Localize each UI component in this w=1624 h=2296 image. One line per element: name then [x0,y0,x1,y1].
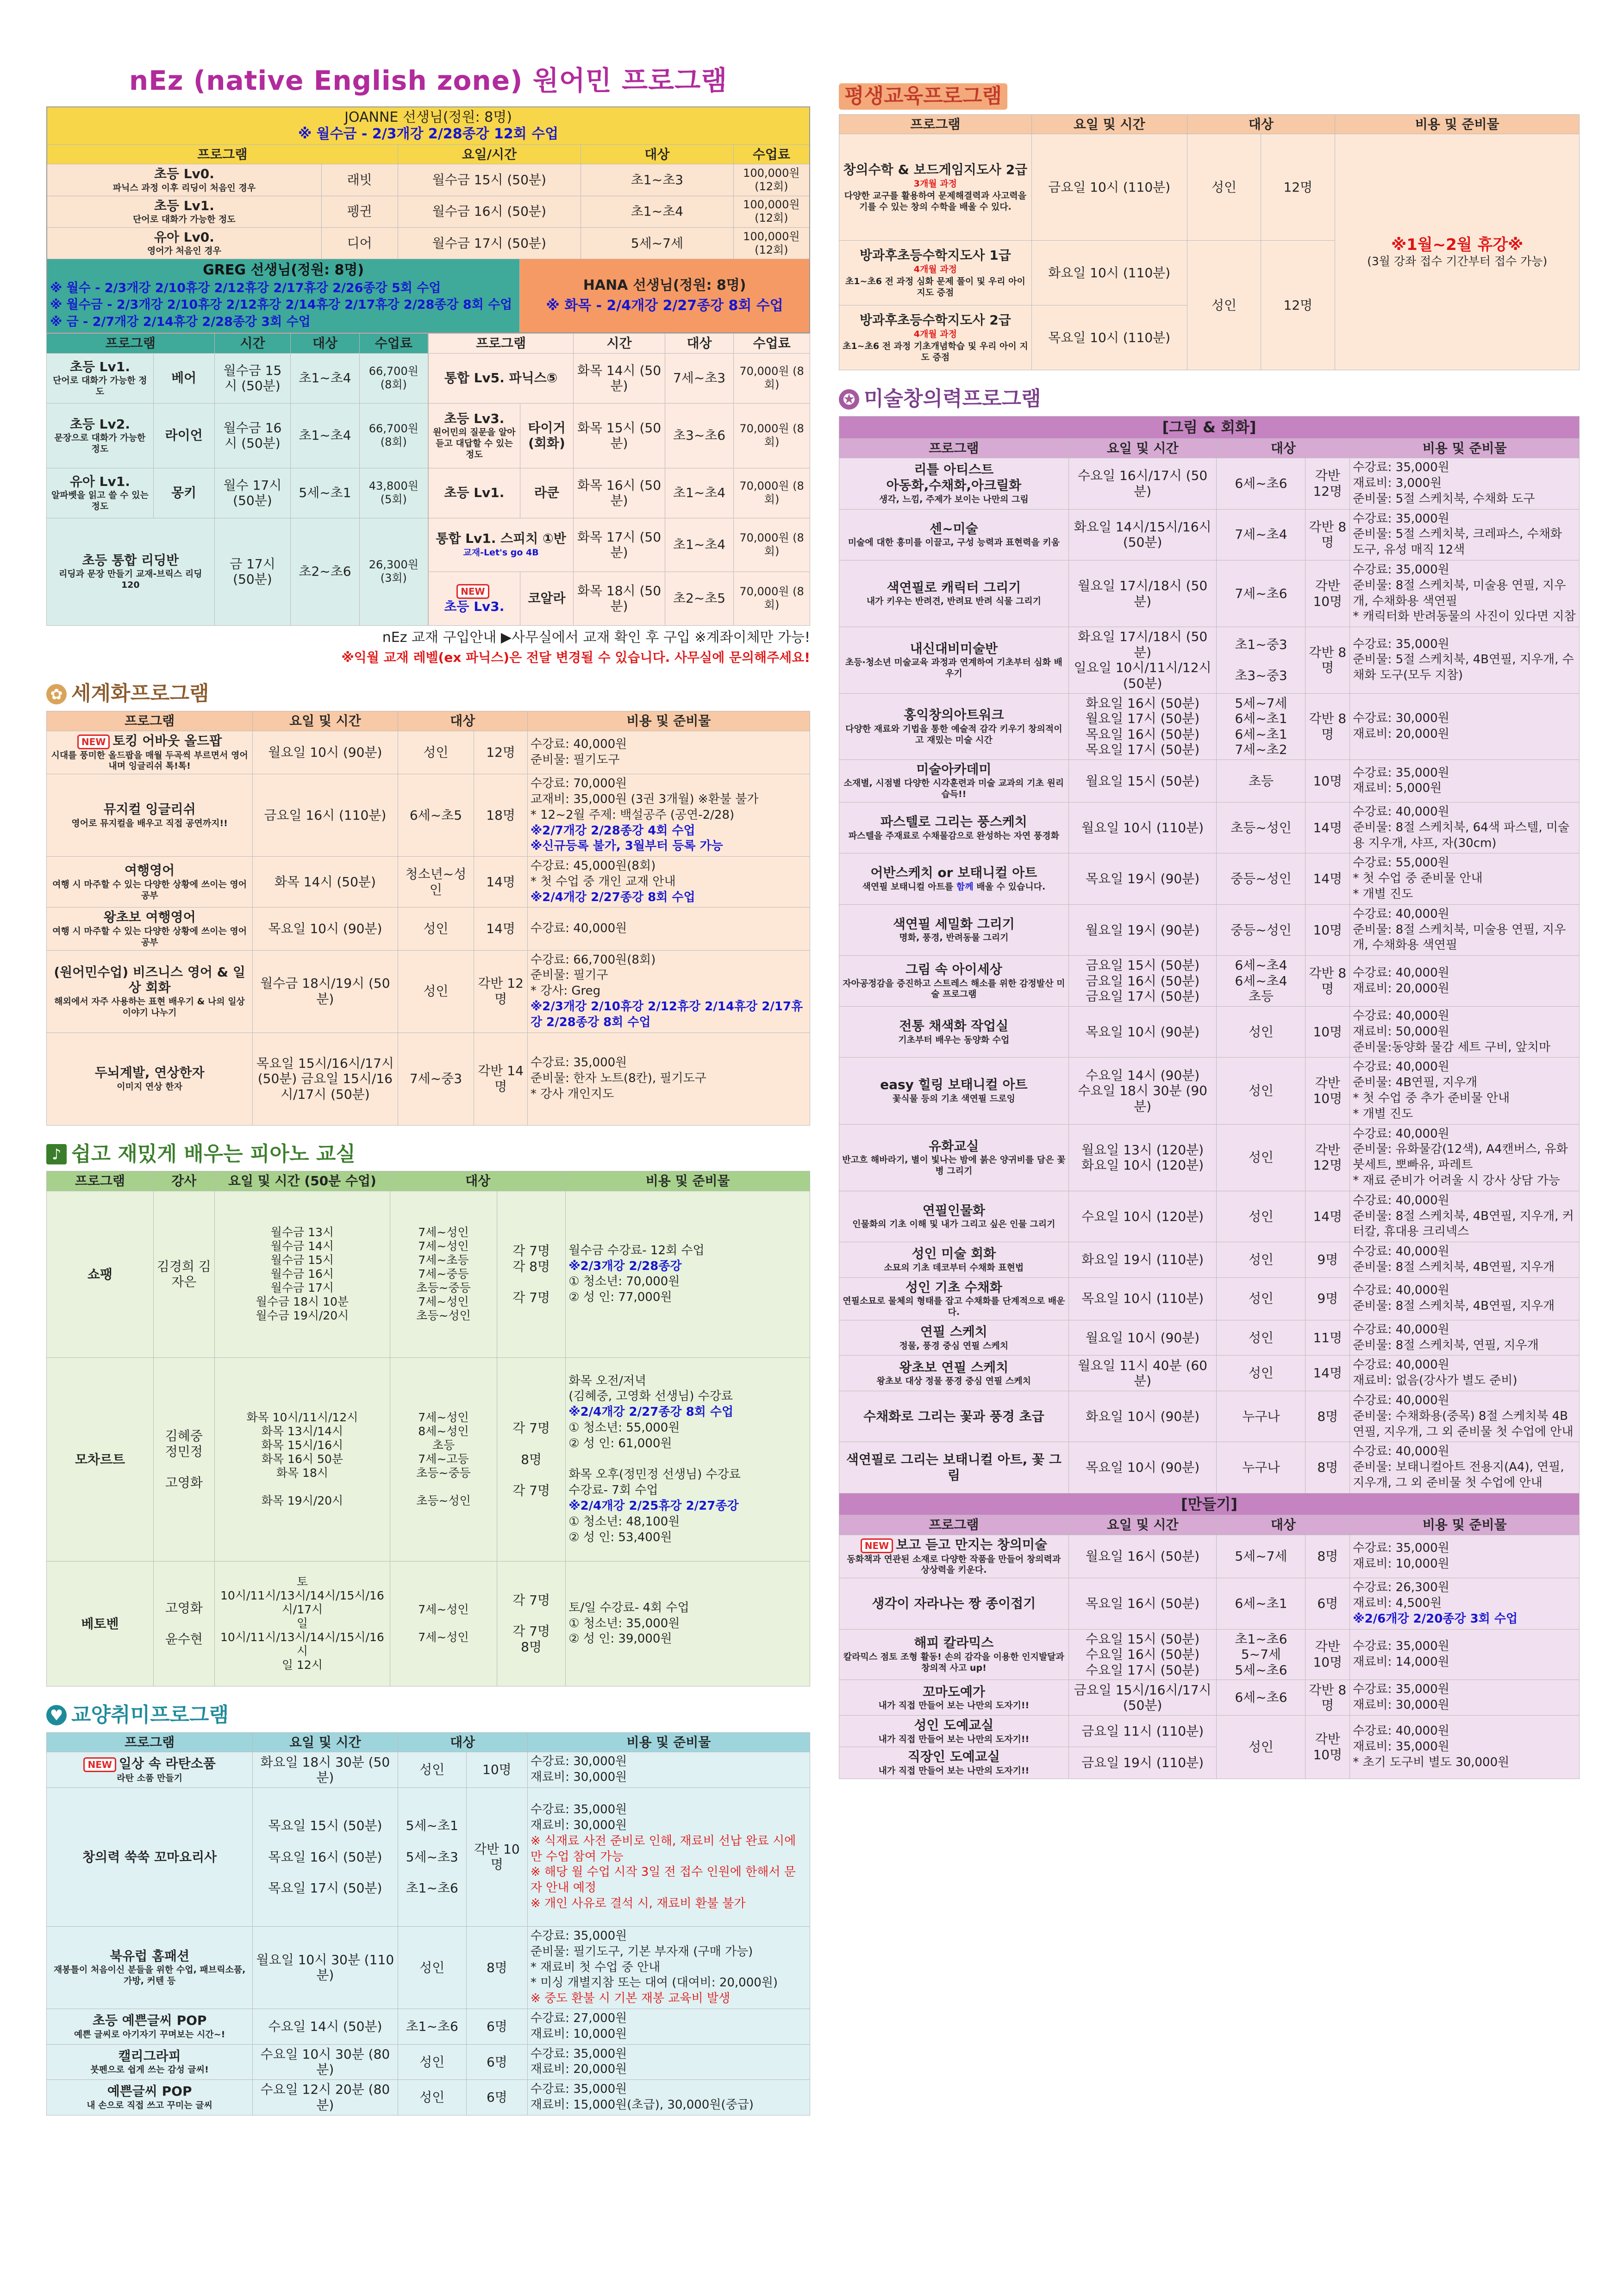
table-row: 통합 Lv5. 파닉스⑤ 화목 14시 (50분) 7세~초3 70,000원 (8회) [429,353,810,403]
table-row: NEW 토킹 어바웃 올드팝 시대를 풍미한 올드팝을 매월 두곡씩 부르면서 영어내며 잉글리쉬 톡!톡! 월요일 10시 (90분) 성인 12명 수강료: 40,000원 준비물: 필기도구 [47,731,810,774]
col-fee: 수업료 [733,144,810,164]
nez-table [46,106,810,333]
table-row: 방과후초등수학지도사 2급 4개월 과정 초1~초6 전 과정 기초개념학습 및 우리 아이 지도 증점 목요일 10시 (110분) [839,305,1580,370]
lifelong-heading: 평생교육프로그램 [839,83,1580,110]
table-row: 초등 Lv2. 문장으로 대화가 가능한 정도 라이언 월수금 16시 (50분) 초1~초4 66,700원 (8회) [47,403,428,468]
table-row: 통합 Lv1. 스피치 ①반 교재-Let's go 4B 화목 17시 (50분) 초1~초4 70,000원 (8회) [429,518,810,572]
greg-note-3: ※ 금 - 2/7개강 2/14휴강 2/28종강 3회 수업 [50,314,311,329]
piano-table: 프로그램 강사 요일 및 시간 (50분 수업) 대상 비용 및 준비물 쇼팽 김경희 김자은 월수금 13시 월수금 14시 월수금 15시 월수금 16시 월수금 17시 월수금 18시 10분 월수금 19시/20시 7세~성인 7세~성인 7세~초등 7세~중등 초등~중등 7세~성인 초등~성인 각 7명 각 8명 각 7명 월수금 수강료- 12회 수업 ※2/3개강 2/28종강 ① 청소년: 70,000원 ② 성 인: 77,000원 모차르트 김혜중 정민정 고영화 화목 10시/11시/12시 화목 13시/14시 화목 15시/16시 화목 16시 50분 화목 18시 화목 19시/20시 7세~성인 8세~성인 초등 7세~고등 초등~중등 초등~성인 각 7명 8명 각 7명 화목 오전/저녁 (김혜중, 고영화 선생님) 수강료 ※2/4개강 2/27종강 8회 수업 ① 청소년: 55,000원 ② 성 인: 61,000원 화목 오후(정민정 선생님) 수강료 수강료- 7회 수업 ※2/4개강 2/25휴강 2/27종강 ① 청소년: 48,100원 ② 성 인: 53,400원 베토벤 고영화 윤수현 토 10시/11시/13시/14시/15시/16시/17시 일 10시/11시/13시/14시/15시/16시 일 12시 7세~성인 7세~성인 각 7명 각 7명 8명 토/일 수강료- 4회 수업 ① 청소년: 35,000원 ② 성 인: 39,000원 [46,1171,810,1686]
hana-heading: HANA 선생님(정원: 8명) [583,277,746,294]
greg-table: 프로그램 시간 대상 수업료 초등 Lv1. 단어로 대화가 가능한 정도 베어 월수금 15시 (50분) 초1~초4 66,700원 (8회) 초등 Lv2. 문장으로 대화가 가능한 정도 라이언 월수금 16시 (50분) 초1~초4 66,700원 (8회) 유아 Lv1. 알파벳을 읽고 쓸 수 있는 정도 몽키 월수 17시 (50분) 5세~초1 43,800원 (5회) 초등 통합 리딩반 리딩과 문장 만들기 교재-브릭스 리딩 120 금 17시 (50분) 초2~초6 26,300원 (3회) [46,333,428,626]
hana-table: 프로그램 시간 대상 수업료 통합 Lv5. 파닉스⑤ 화목 14시 (50분) 7세~초3 70,000원 (8회) 초등 Lv3. 원어민의 질문을 알아듣고 대답할 수 있는 정도 타이거 (회화) 화목 15시 (50분) 초3~초6 70,000원 (8회) 초등 Lv1. 라쿤 화목 16시 (50분) 초1~초4 70,000원 (8회) 통합 Lv1. 스피치 ①반 교재-Let's go 4B 화목 17시 (50분) 초1~초4 70,000원 (8회) NEW 초등 Lv3. 코알라 화목 18시 (50분) 초2~초5 70,000원 (8회) [428,333,810,626]
heart-icon: ♥ [46,1705,67,1725]
table-row: 초등 Lv3. 원어민의 질문을 알아듣고 대답할 수 있는 정도 타이거 (회화) 화목 15시 (50분) 초3~초6 70,000원 (8회) [429,403,810,468]
table-row: 초등 통합 리딩반 리딩과 문장 만들기 교재-브릭스 리딩 120 금 17시 (50분) 초2~초6 26,300원 (3회) [47,518,428,625]
palette-icon: ✪ [839,389,859,410]
left-column [46,65,810,2116]
art-heading: ✪ 미술창의력프로그램 [839,387,1580,411]
piano-heading: ♪ 쉽고 재밌게 배우는 피아노 교실 [46,1142,810,1167]
table-row: 초등 Lv1. 단어로 대화가 가능한 정도 베어 월수금 15시 (50분) 초1~초4 66,700원 (8회) [47,353,428,403]
col-program: 프로그램 [47,144,398,164]
greg-note-2: ※ 월수금 - 2/3개강 2/10휴강 2/12휴강 2/14휴강 2/17휴강 2/28종강 8회 수업 [50,298,512,312]
col-target: 대상 [581,144,734,164]
hobby-heading: ♥ 교양취미프로그램 [46,1703,810,1728]
greg-heading: GREG 선생님(정원: 8명) [203,262,364,279]
hobby-table: 프로그램 요일 및 시간 대상 비용 및 준비물 NEW 일상 속 라탄소품 라탄 소품 만들기 화요일 18시 30분 (50분) 성인 10명 수강료: 30,000원 재료비: 30,000원 창의력 쑥쑥 꼬마요리사 목요일 15시 (50분) 목요일 16시 (50분) 목요일 17시 (50분) 5세~초1 5세~초3 초1~초6 각반 10명 수강료: 35,000원 재료비: 30,000원 ※ 식재료 사전 준비로 인해, 재료비 선납 완료 시에만 수업 참여 가능 ※ 해당 월 수업 시작 3일 전 접수 인원에 한해서 문자 안내 예정 ※ 개인 사유로 결석 시, 재료비 환불 불가 북유럽 홈패션 재봉틀이 처음이신 분들을 위한 수업, 패브릭소품, 가방, 커텐 등 월요일 10시 30분 (110분) 성인 8명 수강료: 35,000원 준비물: 필기도구, 기본 부자재 (구매 가능) * 재료비 첫 수업 중 안내 * 미싱 개별지참 또는 대여 (대여비: 20,000원) ※ 중도 환불 시 기본 재봉 교육비 발생 초등 예쁜글씨 POP 예쁜 글씨로 아기자기 꾸며보는 시간~! 수요일 14시 (50분) 초1~초6 6명 수강료: 27,000원 재료비: 10,000원 캘리그라피 붓펜으로 쉽게 쓰는 감성 글씨! 수요일 10시 30분 (80분) 성인 6명 수강료: 35,000원 재료비: 20,000원 예쁜글씨 POP 내 손으로 직접 쓰고 꾸미는 글씨 수요일 12시 20분 (80분) 성인 6명 수강료: 35,000원 재료비: 15,000원(초급), 30,000원(중급) [46,1732,810,2116]
page-title: nEz (native English zone) 원어민 프로그램 [129,65,728,96]
greg-note-1: ※ 월수 - 2/3개강 2/10휴강 2/12휴강 2/17휴강 2/26종강 5회 수업 [50,280,441,295]
col-time: 요일/시간 [398,144,581,164]
table-row: (원어민수업) 비즈니스 영어 & 일상 회화 해외에서 자주 사용하는 표현 배우기 & 나의 일상 이야기 나누기 월수금 18시/19시 (50분) 성인 각반 12명 수강료: 66,700원(8회) 준비물: 필기구 * 강사: Greg ※2/3개강 2/10휴강 2/12휴강 2/14휴강 2/17휴강 2/28종강 8회 수업 [47,950,810,1033]
nez-note-2: ※익월 교재 레벨(ex 파닉스)은 전달 변경될 수 있습니다. 사무실에 문의해주세요! [341,649,810,665]
piano-icon: ♪ [46,1144,67,1164]
table-row: 초등 Lv0. 파닉스 과정 이후 리딩이 처음인 경우 래빗 월수금 15시 (50분) 초1~초3 100,000원 (12회) [47,164,810,196]
table-row: 방과후초등수학지도사 1급 4개월 과정 초1~초6 전 과정 심화 문제 풀이 및 우리 아이 지도 증점 화요일 10시 (110분) 성인 12명 [839,241,1580,305]
right-column [839,83,1580,1779]
joanne-heading: JOANNE 선생님(정원: 8명) [344,109,512,125]
joanne-notice: ※ 월수금 - 2/3개강 2/28종강 12회 수업 [298,125,559,142]
table-row: 창의수학 & 보드게임지도사 2급 3개월 과정 다양한 교구를 활용하여 문제해결력과 사고력을 기를 수 있는 창의 수학을 배울 수 있다. 금요일 10시 (110분) 성인 12명 ※1월~2월 휴강※ (3월 강좌 접수 기간부터 접수 가능) [839,134,1580,241]
nez-note: nEz 교재 구입안내 ▶사무실에서 교재 확인 후 구입 ※계좌이체만 가능! [382,629,810,646]
table-row: 뮤지컬 잉글리쉬 영어로 뮤지컬을 배우고 직접 공연까지!! 금요일 16시 (110분) 6세~초5 18명 수강료: 70,000원 교재비: 35,000원 (3권 3개월) ※환불 불가 * 12~2월 주제: 백설공주 (공연-2/28) ※2/7개강 2/28종강 4회 수업 ※신규등록 불가, 3월부터 등록 가능 [47,774,810,857]
table-row: 유아 Lv1. 알파벳을 읽고 쓸 수 있는 정도 몽키 월수 17시 (50분) 5세~초1 43,800원 (5회) [47,468,428,518]
ribbon-icon: ✿ [46,684,67,704]
global-table: 프로그램 요일 및 시간 대상 비용 및 준비물 NEW 토킹 어바웃 올드팝 시대를 풍미한 올드팝을 매월 두곡씩 부르면서 영어내며 잉글리쉬 톡!톡! 월요일 10시 (90분) 성인 12명 수강료: 40,000원 준비물: 필기도구 뮤지컬 잉글리쉬 영어로 뮤지컬을 배우고 직접 공연까지!! 금요일 16시 (110분) 6세~초5 18명 수강료: 70,000원 교재비: 35,000원 (3권 3개월) ※환불 불가 * 12~2월 주제: 백설공주 (공연-2/28) ※2/7개강 2/28종강 4회 수업 ※신규등록 불가, 3월부터 등록 가능 여행영어 여행 시 마주할 수 있는 다양한 상황에 쓰이는 영어 공부 화목 14시 (50분) 청소년~성인 14명 수강료: 45,000원(8회) * 첫 수업 중 개인 교재 안내 ※2/4개강 2/27종강 8회 수업 왕초보 여행영어 여행 시 마주할 수 있는 다양한 상황에 쓰이는 영어 공부 목요일 10시 (90분) 성인 14명 수강료: 40,000원 (원어민수업) 비즈니스 영어 & 일상 회화 해외에서 자주 사용하는 표현 배우기 & 나의 일상 이야기 나누기 월수금 18시/19시 (50분) 성인 각반 12명 수강료: 66,700원(8회) 준비물: 필기구 * 강사: Greg ※2/3개강 2/10휴강 2/12휴강 2/14휴강 2/17휴강 2/28종강 8회 수업 두뇌계발, 연상한자 이미지 연상 한자 목요일 15시/16시/17시 (50분) 금요일 15시/16시/17시 (50분) 7세~중3 각반 14명 수강료: 35,000원 준비물: 한자 노트(8칸), 필기도구 * 강사 개인지도 [46,711,810,1126]
table-row: 왕초보 여행영어 여행 시 마주할 수 있는 다양한 상황에 쓰이는 영어 공부 목요일 10시 (90분) 성인 14명 수강료: 40,000원 [47,908,810,950]
table-row: 유아 Lv0. 영어가 처음인 경우 디어 월수금 17시 (50분) 5세~7세 100,000원 (12회) [47,227,810,259]
table-row: 초등 Lv1. 단어로 대화가 가능한 정도 펭귄 월수금 16시 (50분) 초1~초4 100,000원 (12회) [47,196,810,227]
table-row: 두뇌계발, 연상한자 이미지 연상 한자 목요일 15시/16시/17시 (50분) 금요일 15시/16시/17시 (50분) 7세~중3 각반 14명 수강료: 35,000원 준비물: 한자 노트(8칸), 필기도구 * 강사 개인지도 [47,1033,810,1125]
new-badge: NEW [456,584,489,599]
global-heading: ✿ 세계화프로그램 [46,682,810,706]
lifelong-table: 프로그램 요일 및 시간 대상 비용 및 준비물 창의수학 & 보드게임지도사 2급 3개월 과정 다양한 교구를 활용하여 문제해결력과 사고력을 기를 수 있는 창의 수학을 배울 수 있다. 금요일 10시 (110분) 성인 12명 ※1월~2월 휴강※ (3월 강좌 접수 기간부터 접수 가능) 방과후초등수학지도사 1급 4개월 과정 초1~초6 전 과정 심화 문제 풀이 및 우리 아이 지도 증점 화요일 10시 (110분) 성인 12명 방과후초등수학지도사 2급 4개월 과정 초1~초6 전 과정 기초개념학습 및 우리 아이 지도 증점 목요일 10시 (110분) [839,114,1580,371]
art-table: [그림 & 회화] 프로그램 요일 및 시간 대상 비용 및 준비물 리틀 아티스트 아동화,수채화,아크릴화 생각, 느낌, 주제가 보이는 나만의 그림 수요일 16시/17시 (50분) 6세~초6 각반 12명 수강료: 35,000원 재료비: 3,000원 준비물: 5절 스케치북, 수채화 도구 센~미술 미술에 대한 흥미를 이끌고, 구성 능력과 표현력을 키움 화요일 14시/15시/16시 (50분) 7세~초4 각반 8명 수강료: 35,000원 준비물: 5절 스케치북, 크레파스, 수채화 도구, 유성 매직 12색 색연필로 캐릭터 그리기 내가 키우는 반려견, 반려묘 반려 식물 그리기 월요일 17시/18시 (50분) 7세~초6 각반 10명 수강료: 35,000원 준비물: 8절 스케치북, 미술용 연필, 지우개, 수채화용 색연필 * 캐릭터화 반려동물의 사진이 있다면 지참 내신대비미술반 초등·청소년 미술교육 과정과 연계하여 기초부터 심화 배우기 화요일 17시/18시 (50분) 일요일 10시/11시/12시 (50분) 초1~중3 초3~중3 각반 8명 수강료: 35,000원 준비물: 5절 스케치북, 4B연필, 지우개, 수채화 도구(모두 지참) 홍익창의아트워크 다양한 재료와 기법을 통한 예술적 감각 키우기 창의적이고 재밌는 미술 시간 화요일 16시 (50분) 월요일 17시 (50분) 목요일 16시 (50분) 목요일 17시 (50분) 5세~7세 6세~초1 6세~초1 7세~초2 각반 8명 수강료: 30,000원 재료비: 20,000원 미술아카데미 소재별, 시점별 다양한 시각훈련과 미술 교과의 기초 원리 습득!! 월요일 15시 (50분) 초등 10명 수강료: 35,000원 재료비: 5,000원 파스텔로 그리는 풍스케치 파스텔을 주재료로 수채물감으로 완성하는 자연 풍경화 월요일 10시 (110분) 초등~성인 14명 수강료: 40,000원 준비물: 8절 스케치북, 64색 파스텔, 미술용 지우개, 샤프, 자(30cm) 어반스케치 or 보태니컬 아트 색연필 보태니컬 아트를 함께 배울 수 있습니다. 목요일 19시 (90분) 중등~성인 14명 수강료: 55,000원 * 첫 수업 중 준비물 안내 * 개별 진도 색연필 세밀화 그리기 명화, 풍경, 반려동물 그리기 월요일 19시 (90분) 중등~성인 10명 수강료: 40,000원 준비물: 8절 스케치북, 미술용 연필, 지우개, 수채화용 색연필 그림 속 아이세상 자아공정감을 증진하고 스트레스 해소를 위한 감정발산 미술 프로그램 금요일 15시 (50분) 금요일 16시 (50분) 금요일 17시 (50분) 6세~초4 6세~초4 초등 각반 8명 수강료: 40,000원 재료비: 20,000원 전통 채색화 작업실 기초부터 배우는 동양화 수업 목요일 10시 (90분) 성인 10명 수강료: 40,000원 재료비: 50,000원 준비물:동양화 물감 세트 구비, 앞치마 easy 힐링 보태니컬 아트 꽃식물 등의 기초 색연필 드로잉 수요일 14시 (90분) 수요일 18시 30분 (90분) 성인 각반 10명 수강료: 40,000원 준비물: 4B연필, 지우개 * 첫 수업 중 추가 준비물 안내 * 개별 진도 유화교실 반고흐 해바라기, 별이 빛나는 밤에 붉은 양귀비를 담은 꽃병 그리기 월요일 13시 (120분) 화요일 10시 (120분) 성인 각반 12명 수강료: 40,000원 준비물: 유화물감(12색), A4캔버스, 유화 붓세트, 뽀빠유, 파레트 * 재료 준비가 어려울 시 강사 상담 가능 연필인물화 인물화의 기초 이해 및 내가 그리고 싶은 인물 그리기 수요일 10시 (120분) 성인 14명 수강료: 40,000원 준비물: 8절 스케치북, 4B연필, 지우개, 커터칼, 휴대용 크리넥스 성인 미술 회화 소묘의 기초 데코부터 수채화 표현법 화요일 19시 (110분) 성인 9명 수강료: 40,000원 준비물: 8절 스케치북, 4B연필, 지우개 성인 기초 수채화 연필소묘로 물체의 형태를 잡고 수채화를 단계적으로 배운다. 목요일 10시 (110분) 성인 9명 수강료: 40,000원 준비물: 8절 스케치북, 4B연필, 지우개 연필 스케치 정물, 풍경 중심 연필 스케치 월요일 10시 (90분) 성인 11명 수강료: 40,000원 준비물: 8절 스케치북, 연필, 지우개 왕초보 연필 스케치 왕초보 대상 정물 풍경 중심 연필 스케치 월요일 11시 40분 (60분) 성인 14명 수강료: 40,000원 재료비: 없음(강사가 별도 준비) 수채화로 그리는 꽃과 풍경 초급 화요일 10시 (90분) 누구나 8명 수강료: 40,000원 준비물: 수채화용(중목) 8절 스케치북 4B연필, 지우개, 그 외 준비물 첫 수업에 안내 색연필로 그리는 보태니컬 아트, 꽃 그림 목요일 10시 (90분) 누구나 8명 수강료: 40,000원 준비물: 보태니컬아트 전용지(A4), 연필, 지우개, 그 외 준비물 첫 수업에 안내 [만들기] 프로그램 요일 및 시간 대상 비용 및 준비물 NEW 보고 듣고 만지는 창의미술 동화책과 연관된 소재로 다양한 작품을 만들어 창의력과 상상력을 키운다. 월요일 16시 (50분) 5세~7세 8명 수강료: 35,000원 재료비: 10,000원 생각이 자라나는 짱 종이접기 목요일 16시 (50분) 6세~초1 6명 수강료: 26,300원 재료비: 4,500원 ※2/6개강 2/20종강 3회 수업 해피 칼라믹스 칼라믹스 점토 조형 활동! 손의 감각을 이용한 인지발달과 창의적 사고 up! 수요일 15시 (50분) 수요일 16시 (50분) 수요일 17시 (50분) 초1~초6 5~7세 5세~초6 각반 10명 수강료: 35,000원 재료비: 14,000원 꼬마도예가 내가 직접 만들어 보는 나만의 도자기!! 금요일 15시/16시/17시 (50분) 6세~초6 각반 8명 수강료: 35,000원 재료비: 30,000원 성인 도예교실 내가 직접 만들어 보는 나만의 도자기!! 금요일 11시 (110분) 성인 각반 10명 수강료: 40,000원 재료비: 35,000원 * 초기 도구비 별도 30,000원 직장인 도예교실 내가 직접 만들어 보는 나만의 도자기!! 금요일 19시 (110분) [839,416,1580,1779]
hana-notice: ※ 화목 - 2/4개강 2/27종강 8회 수업 [546,298,783,314]
table-row: 초등 Lv1. 라쿤 화목 16시 (50분) 초1~초4 70,000원 (8회) [429,468,810,518]
table-row: 여행영어 여행 시 마주할 수 있는 다양한 상황에 쓰이는 영어 공부 화목 14시 (50분) 청소년~성인 14명 수강료: 45,000원(8회) * 첫 수업 중 개인 교재 안내 ※2/4개강 2/27종강 8회 수업 [47,857,810,908]
table-row: NEW 초등 Lv3. 코알라 화목 18시 (50분) 초2~초5 70,000원 (8회) [429,572,810,625]
